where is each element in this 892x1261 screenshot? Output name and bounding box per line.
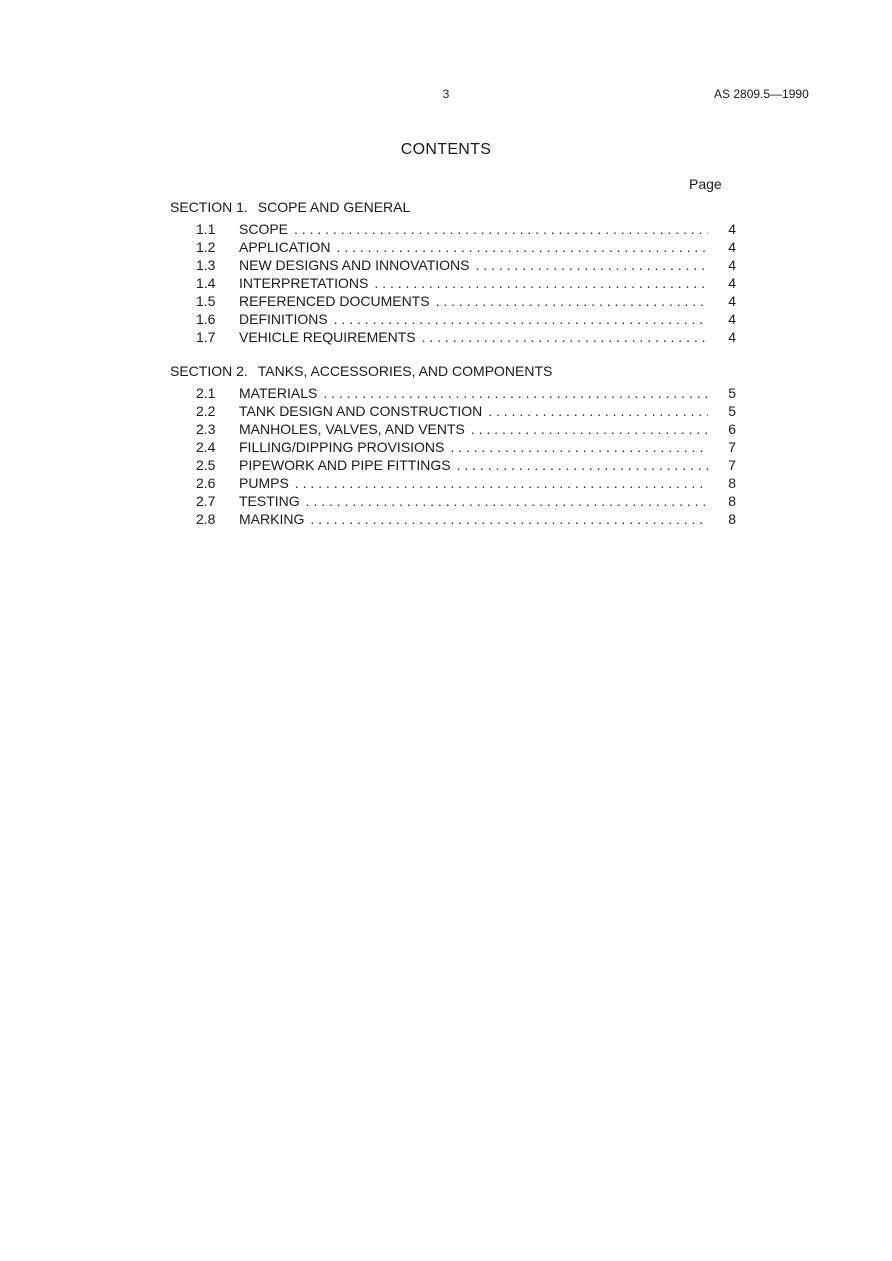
dot-leader xyxy=(488,402,708,420)
entry-page: 5 xyxy=(728,403,736,419)
toc-entry[interactable] xyxy=(170,456,740,474)
entry-page: 7 xyxy=(728,439,736,455)
entry-number: 1.3 xyxy=(196,257,216,273)
entry-number: 1.7 xyxy=(196,329,216,345)
entry-page: 7 xyxy=(728,457,736,473)
page-column-label: Page xyxy=(689,176,722,192)
contents-title: CONTENTS xyxy=(400,141,492,158)
entry-title: APPLICATION xyxy=(239,239,331,255)
entry-title: FILLING/DIPPING PROVISIONS xyxy=(239,439,445,455)
toc-entry[interactable] xyxy=(170,328,740,346)
dot-leader xyxy=(471,420,708,438)
entry-title: TANK DESIGN AND CONSTRUCTION xyxy=(239,403,483,419)
page-number: 3 xyxy=(442,87,450,101)
entry-number: 2.2 xyxy=(196,403,216,419)
entry-number: 1.5 xyxy=(196,293,216,309)
section-title: TANKS, ACCESSORIES, AND COMPONENTS xyxy=(257,363,553,379)
entry-number: 2.6 xyxy=(196,475,216,491)
entry-number: 2.7 xyxy=(196,493,216,509)
entry-page: 4 xyxy=(728,293,736,309)
dot-leader xyxy=(436,292,708,310)
toc-entry[interactable] xyxy=(170,274,740,292)
entry-title: TESTING xyxy=(239,493,300,509)
dot-leader xyxy=(323,384,708,402)
toc-section-1 xyxy=(170,198,740,346)
entry-page: 4 xyxy=(728,257,736,273)
entry-title: DEFINITIONS xyxy=(239,311,328,327)
dot-leader xyxy=(310,510,708,528)
entry-number: 2.3 xyxy=(196,421,216,437)
section-number: SECTION 2. xyxy=(170,363,248,379)
toc-entry[interactable] xyxy=(170,438,740,456)
section-number: SECTION 1. xyxy=(170,199,248,215)
entry-page: 8 xyxy=(728,511,736,527)
toc-entry[interactable] xyxy=(170,474,740,492)
entry-page: 4 xyxy=(728,329,736,345)
entry-number: 1.2 xyxy=(196,239,216,255)
entry-number: 2.5 xyxy=(196,457,216,473)
dot-leader xyxy=(374,274,708,292)
entry-number: 1.6 xyxy=(196,311,216,327)
entry-number: 2.8 xyxy=(196,511,216,527)
dot-leader xyxy=(306,492,708,510)
entry-title: INTERPRETATIONS xyxy=(239,275,369,291)
dot-leader xyxy=(422,328,708,346)
dot-leader xyxy=(457,456,708,474)
toc-entry[interactable] xyxy=(170,420,740,438)
dot-leader xyxy=(334,310,708,328)
document-code: AS 2809.5—1990 xyxy=(714,87,809,101)
dot-leader xyxy=(476,256,708,274)
entry-title: MARKING xyxy=(239,511,305,527)
dot-leader xyxy=(450,438,708,456)
entry-title: PUMPS xyxy=(239,475,289,491)
entry-page: 4 xyxy=(728,275,736,291)
entry-page: 6 xyxy=(728,421,736,437)
entry-page: 4 xyxy=(728,311,736,327)
entry-number: 1.1 xyxy=(196,221,216,237)
toc-entry[interactable] xyxy=(170,256,740,274)
entry-title: MATERIALS xyxy=(239,385,318,401)
toc-entry[interactable] xyxy=(170,510,740,528)
entry-title: SCOPE xyxy=(239,221,289,237)
toc-entry[interactable] xyxy=(170,384,740,402)
entry-page: 4 xyxy=(728,221,736,237)
toc-entry[interactable] xyxy=(170,292,740,310)
toc-section-2 xyxy=(170,362,740,528)
entry-title: REFERENCED DOCUMENTS xyxy=(239,293,430,309)
entry-page: 8 xyxy=(728,475,736,491)
entry-number: 1.4 xyxy=(196,275,216,291)
toc-entry[interactable] xyxy=(170,492,740,510)
entry-number: 2.1 xyxy=(196,385,216,401)
toc-entry[interactable] xyxy=(170,310,740,328)
dot-leader xyxy=(295,474,708,492)
entry-page: 4 xyxy=(728,239,736,255)
dot-leader xyxy=(294,220,708,238)
toc-entry[interactable] xyxy=(170,238,740,256)
entry-page: 8 xyxy=(728,493,736,509)
dot-leader xyxy=(337,238,708,256)
section-heading xyxy=(170,198,740,220)
section-title: SCOPE AND GENERAL xyxy=(257,199,411,215)
entry-title: VEHICLE REQUIREMENTS xyxy=(239,329,416,345)
entry-page: 5 xyxy=(728,385,736,401)
entry-number: 2.4 xyxy=(196,439,216,455)
section-heading xyxy=(170,362,740,384)
toc-entry[interactable] xyxy=(170,402,740,420)
toc-entry[interactable] xyxy=(170,220,740,238)
entry-title: MANHOLES, VALVES, AND VENTS xyxy=(239,421,465,437)
entry-title: PIPEWORK AND PIPE FITTINGS xyxy=(239,457,451,473)
entry-title: NEW DESIGNS AND INNOVATIONS xyxy=(239,257,470,273)
